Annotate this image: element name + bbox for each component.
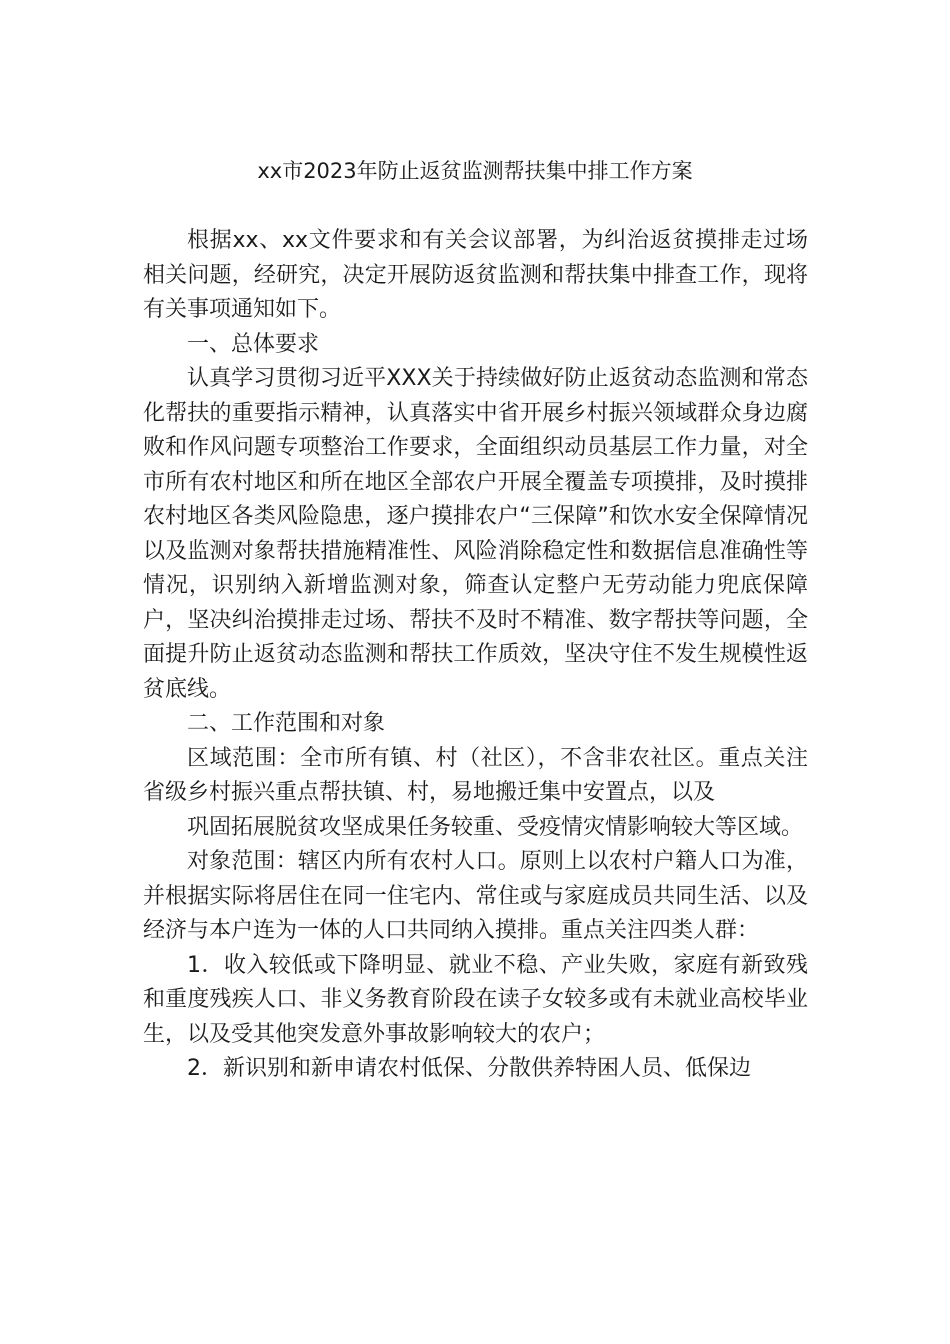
- document-body: [143, 224, 808, 1087]
- heading-general-requirements: 一、总体要求: [187, 331, 320, 357]
- list-item-2: 2．新识别和新申请农村低保、分散供养特困人员、低保边: [187, 1056, 751, 1081]
- document-title: xx市2023年防止返贫监测帮扶集中排工作方案: [257, 159, 693, 183]
- paragraph-general-requirements: 认真学习贯彻习近平XXX关于持续做好防止返贫动态监测和常态化帮扶的重要指示精神，认真落实中省开展乡村振兴领域群众身边腐败和作风问题专项整治工作要求，全面组织动员基层工作力量，对全市所有农村地区和所在地区全部农户开展全覆盖专项摸排，及时摸排农村地区各类风险隐患，逐户摸排农户“三保障”和饮水安全保障情况以及监测对象帮扶措施精准性、风险消除稳定性和数据信息准确性等情况，识别纳入新增监测对象，筛查认定整户无劳动能力兜底保障户，坚决纠治摸排走过场、帮扶不及时不精准、数字帮扶等问题，全面提升防止返贫动态监测和帮扶工作质效，坚决守住不发生规模性返贫底线。: [143, 366, 808, 702]
- heading-scope-and-targets: 二、工作范围和对象: [187, 711, 386, 736]
- list-item-1: 1．收入较低或下降明显、就业不稳、产业失败，家庭有新致残和重度残疾人口、非义务教育阶段在读子女较多或有未就业高校毕业生，以及受其他突发意外事故影响较大的农户；: [143, 952, 808, 1047]
- paragraph-regional-scope: 区域范围：全市所有镇、村（社区），不含非农社区。重点关注省级乡村振兴重点帮扶镇、村，易地搬迁集中安置点，以及: [143, 745, 808, 805]
- paragraph-regional-scope-continued: 巩固拓展脱贫攻坚成果任务较重、受疫情灾情影响较大等区域。: [187, 814, 804, 840]
- paragraph-target-scope: 对象范围：辖区内所有农村人口。原则上以农村户籍人口为准，并根据实际将居住在同一住宅内、常住或与家庭成员共同生活、以及经济与本户连为一体的人口共同纳入摸排。重点关注四类人群：: [143, 849, 808, 943]
- paragraph-intro: 根据xx、xx文件要求和有关会议部署，为纠治返贫摸排走过场相关问题，经研究，决定开展防返贫监测和帮扶集中排查工作，现将有关事项通知如下。: [143, 228, 808, 322]
